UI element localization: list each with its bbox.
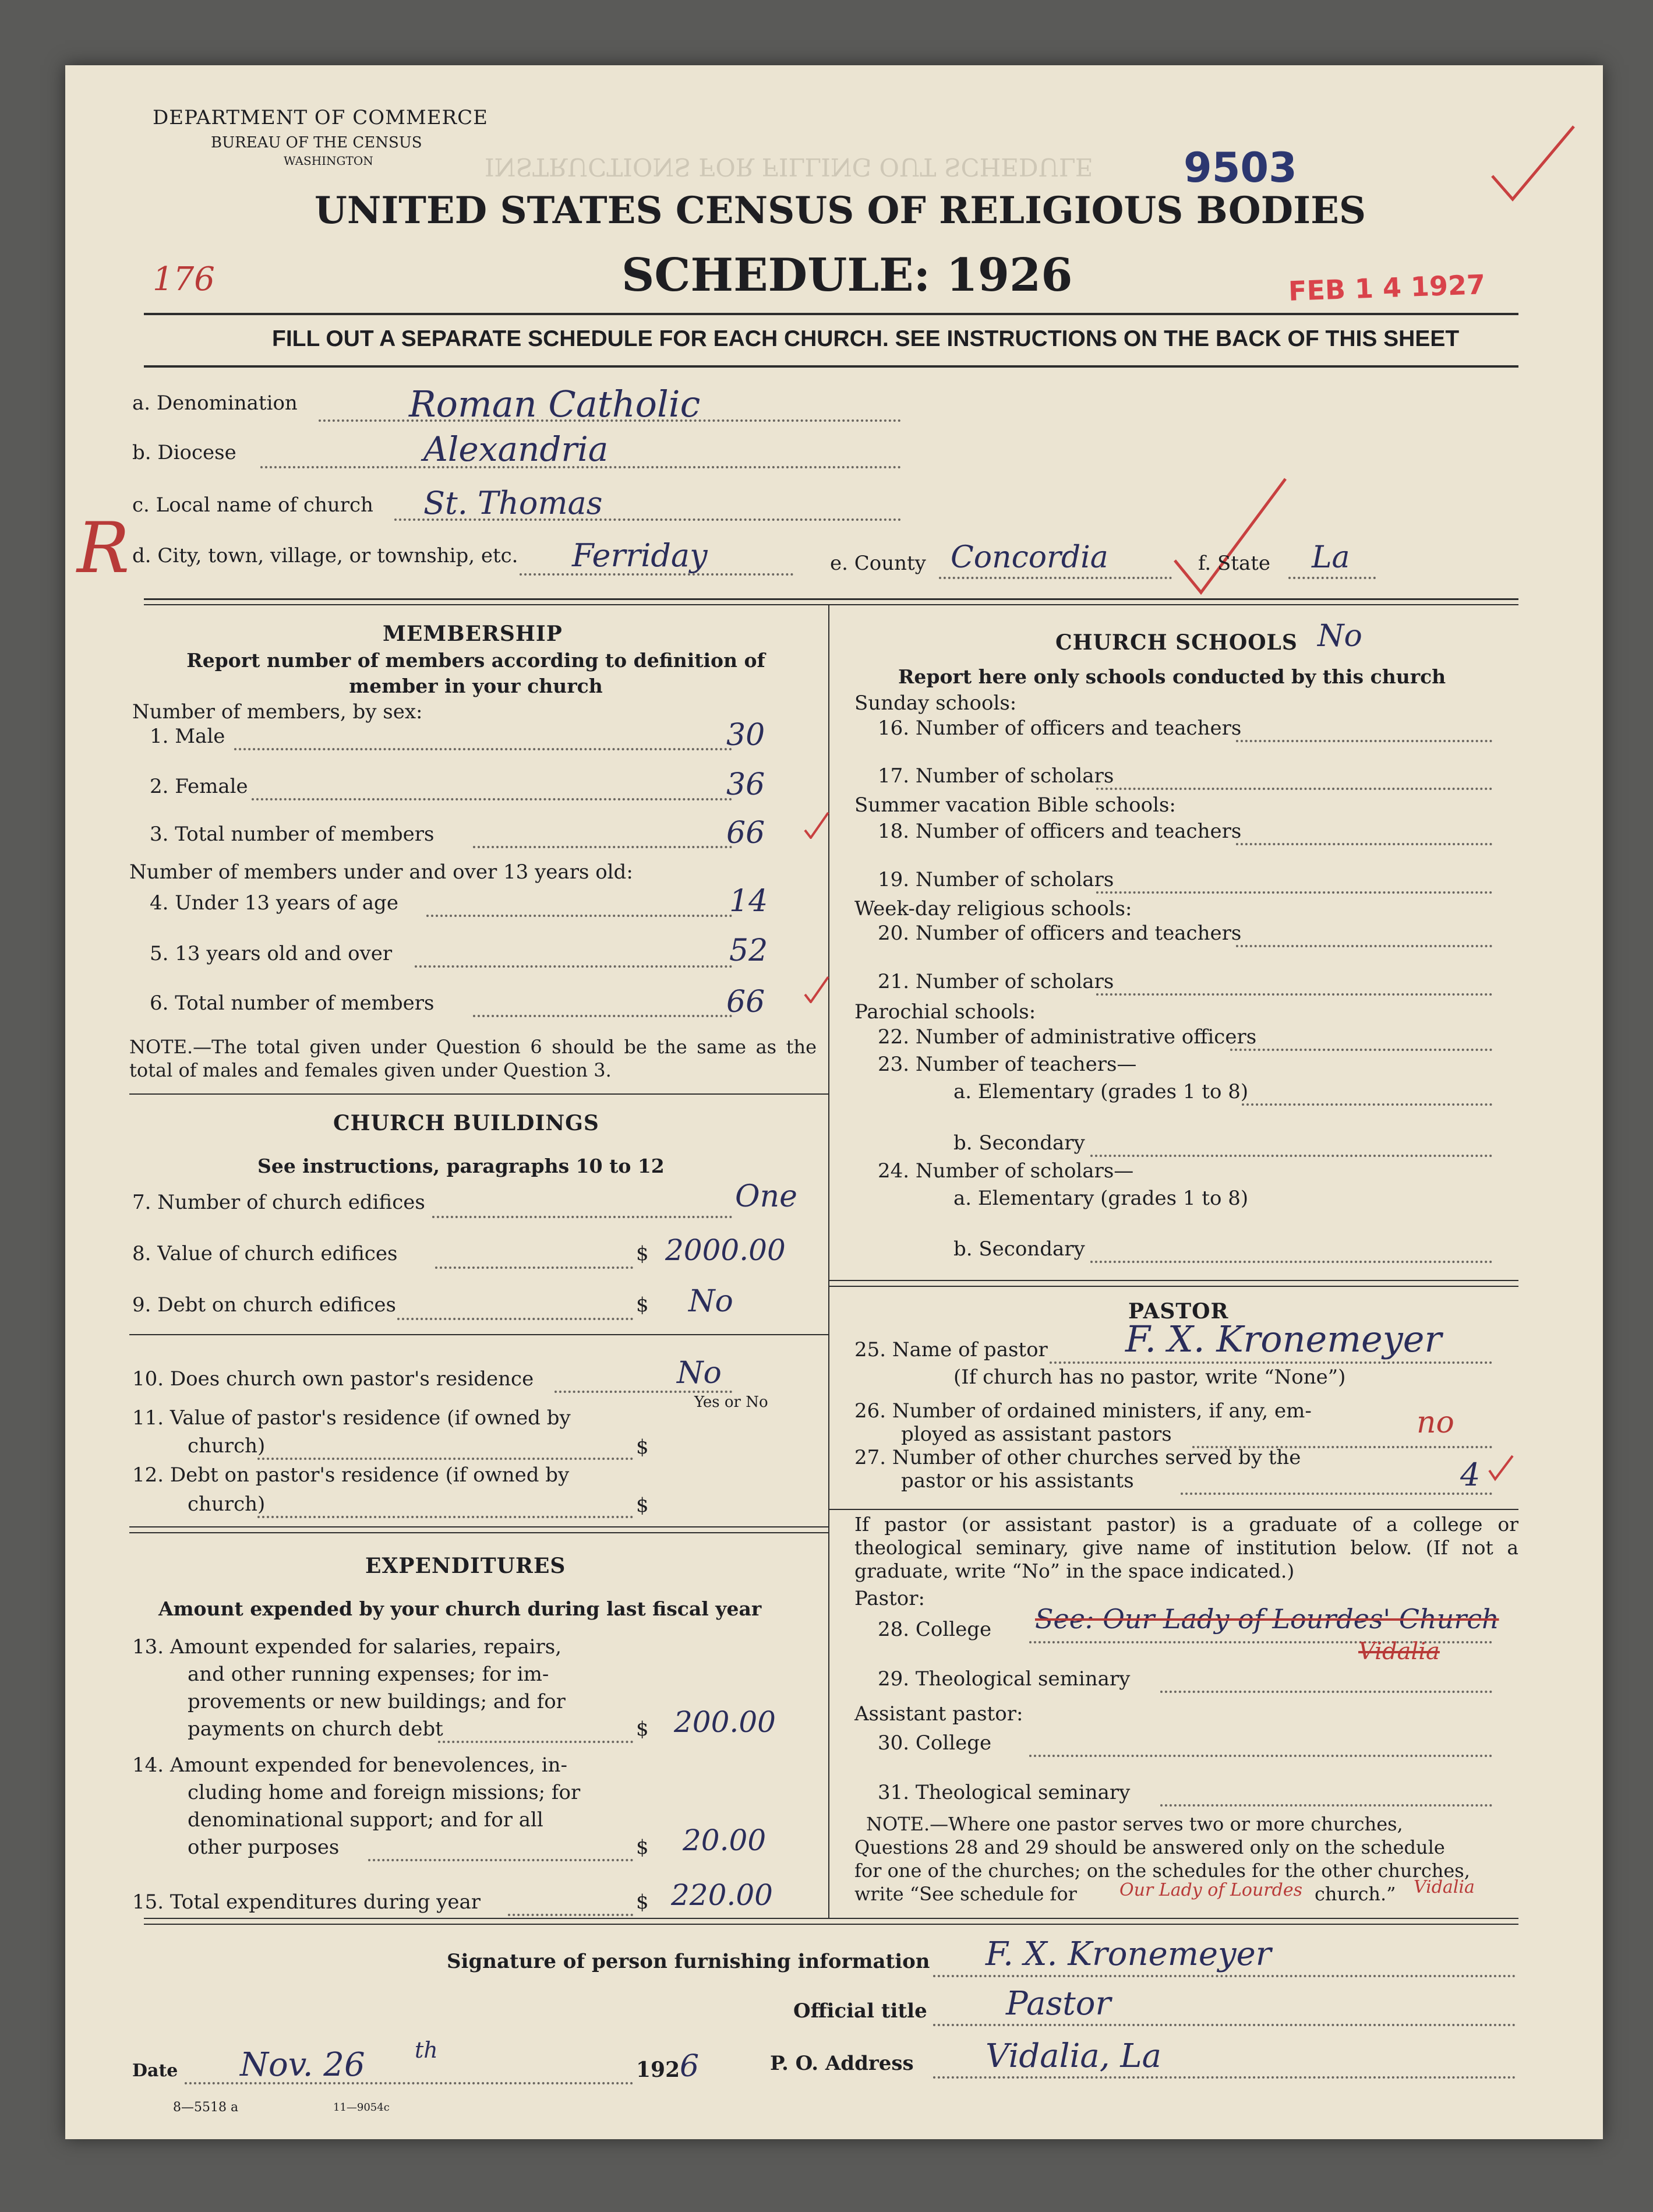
form-number: 8—5518 a [173,2100,239,2115]
stamp-number: 9503 [1184,144,1297,192]
schedule-year: SCHEDULE: 1926 [621,249,1073,302]
q31-label: 31. Theological seminary [878,1781,1131,1804]
local-name-label: c. Local name of church [132,493,373,517]
margin-mark-r: R [77,508,130,589]
local-name-value: St. Thomas [423,485,603,521]
q23-label: 23. Number of teachers— [878,1053,1137,1076]
q25-line [1050,1361,1492,1364]
denomination-label: a. Denomination [132,391,298,415]
q4-value: 14 [729,884,768,919]
q25-note: (If church has no pastor, write “None”) [953,1366,1346,1389]
q16-line [1236,740,1492,742]
q15-label: 15. Total expenditures during year [132,1890,481,1914]
membership-note: NOTE.—The total given under Question 6 should be the same as the total of males and females given under Question 3. [129,1036,817,1081]
signature-value: F. X. Kronemeyer [986,1935,1271,1973]
q18-label: 18. Number of officers and teachers [878,820,1242,843]
q14-line-1: 14. Amount expended for benevolences, in- [132,1754,568,1777]
q14-line-3: denominational support; and for all [188,1808,543,1832]
bureau-of-census: BUREAU OF THE CENSUS [211,134,422,151]
print-number: 11—9054c [333,2101,390,2114]
q6-line [473,1015,732,1017]
pastor-note-hand-2: Vidalia [1414,1877,1475,1897]
summer-label: Summer vacation Bible schools: [854,793,1176,817]
q12-dollar: $ [636,1494,649,1517]
date-suffix: th [415,2037,438,2063]
weekday-label: Week-day religious schools: [854,897,1132,920]
yes-no-caption: Yes or No [694,1393,768,1411]
q23a-label: a. Elementary (grades 1 to 8) [953,1080,1249,1103]
membership-intro: Report number of members according to definition of member in your church [186,649,765,697]
header-rule-bottom [144,365,1518,368]
instructions-line: FILL OUT A SEPARATE SCHEDULE FOR EACH CHURCH. SEE INSTRUCTIONS ON THE BACK OF THIS SHEET [272,326,1460,351]
q7-label: 7. Number of church edifices [132,1191,425,1214]
q19-line [1096,891,1492,894]
pastor-note-c: for one of the churches; on the schedules for the other churches, [854,1860,1470,1882]
q11-label-a: 11. Value of pastor's residence (if owned by [132,1406,571,1430]
city-label: d. City, town, village, or township, etc. [132,544,518,567]
official-title-value: Pastor [1006,1985,1111,2023]
check-mark-icon [1486,121,1580,204]
q2-value: 36 [726,767,765,802]
po-address-line [933,2076,1516,2079]
q2-line [252,798,732,800]
graduate-note: If pastor (or assistant pastor) is a graduate of a college or theological seminary, give name of institution below. (If not a graduate, write “No” in the space indicated.) [854,1513,1518,1582]
column-divider [828,604,829,1918]
date-value: Nov. 26 [240,2046,365,2084]
q15-dollar: $ [636,1890,649,1914]
q12-label-a: 12. Debt on pastor's residence (if owned by [132,1463,570,1487]
pastor-heading: PASTOR [1128,1299,1229,1324]
q3-value: 66 [726,816,765,851]
q28-label: 28. College [878,1618,992,1641]
q30-label: 30. College [878,1731,992,1755]
po-address-value: Vidalia, La [986,2037,1161,2075]
pastor-note-d: write “See schedule for [854,1883,1077,1905]
diocese-label: b. Diocese [132,441,236,464]
q7-line [432,1216,732,1218]
q6-label: 6. Total number of members [150,992,435,1015]
buildings-sub: See instructions, paragraphs 10 to 12 [257,1155,665,1177]
po-address-label: P. O. Address [770,2052,914,2075]
q24b-label: b. Secondary [953,1237,1085,1261]
q8-value: 2000.00 [665,1233,786,1267]
official-title-label: Official title [793,1999,927,2023]
q23b-line [1090,1155,1492,1157]
q21-line [1096,993,1492,996]
q17-label: 17. Number of scholars [878,764,1114,788]
q26-label-a: 26. Number of ordained ministers, if any, em- [854,1399,1312,1423]
page-title: UNITED STATES CENSUS OF RELIGIOUS BODIES [315,189,1366,232]
check-mark-icon [802,974,831,1006]
q1-value: 30 [726,718,765,753]
q5-value: 52 [729,933,768,968]
q14-line-4: other purposes [188,1836,340,1859]
pastor-note-a: NOTE.—Where one pastor serves two or more churches, [866,1813,1403,1835]
q9-label: 9. Debt on church edifices [132,1293,396,1317]
state-label: f. State [1198,552,1270,575]
schools-sub: Report here only schools conducted by this church [898,665,1446,688]
section-rule [144,598,1518,600]
q2-label: 2. Female [150,775,248,798]
q10-value: No [677,1356,722,1391]
signature-label: Signature of person furnishing information [447,1950,930,1973]
by-sex-label: Number of members, by sex: [132,700,423,724]
washington: WASHINGTON [284,154,373,168]
q29-line [1160,1691,1492,1693]
q5-line [415,965,732,968]
check-mark-icon [1486,1453,1516,1484]
q4-label: 4. Under 13 years of age [150,891,398,915]
q30-line [1029,1755,1492,1757]
q1-label: 1. Male [150,725,225,748]
pastor-note-b: Questions 28 and 29 should be answered only on the schedule [854,1836,1445,1858]
county-line [939,577,1172,579]
check-mark-icon [802,810,831,841]
q7-value: One [735,1179,797,1214]
q12-line [257,1516,633,1518]
section-rule [144,604,1518,605]
q13-value: 200.00 [674,1705,776,1739]
q10-line [554,1391,732,1393]
q21-label: 21. Number of scholars [878,970,1114,993]
section-rule [144,1924,1518,1925]
q18-line [1236,843,1492,845]
q20-line [1236,945,1492,947]
pastor-note-hand: Our Lady of Lourdes [1119,1880,1302,1900]
q11-label-b: church) [188,1434,266,1458]
schools-heading: CHURCH SCHOOLS [1055,630,1298,655]
q8-dollar: $ [636,1242,649,1265]
q17-line [1096,788,1492,790]
q24-label: 24. Number of scholars— [878,1159,1134,1183]
section-rule [129,1532,828,1533]
q12-label-b: church) [188,1493,266,1516]
q26-label-b: ployed as assistant pastors [901,1423,1172,1446]
q11-dollar: $ [636,1435,649,1459]
q6-value: 66 [726,985,765,1019]
q22-line [1230,1049,1492,1051]
expenditures-heading: EXPENDITURES [365,1554,566,1578]
q20-label: 20. Number of officers and teachers [878,922,1242,945]
expenditures-sub: Amount expended by your church during last fiscal year [158,1597,762,1620]
q22-label: 22. Number of administrative officers [878,1025,1257,1049]
q24a-label: a. Elementary (grades 1 to 8) [953,1187,1249,1210]
q3-line [473,846,732,848]
q26-value: no [1417,1405,1454,1440]
q23a-line [1242,1103,1492,1106]
year-hand: 6 [680,2049,700,2084]
reverse-bleed-heading: INSTRUCTIONS FOR FILLING OUT SCHEDULE [485,153,1093,181]
q3-label: 3. Total number of members [150,823,435,846]
section-rule [129,1526,828,1527]
q13-line-1: 13. Amount expended for salaries, repairs, [132,1635,562,1659]
dept-of-commerce: DEPARTMENT OF COMMERCE [153,106,488,129]
q9-line [397,1318,633,1320]
q13-line-3: provements or new buildings; and for [188,1690,566,1713]
q27-line [1181,1493,1492,1495]
q1-line [234,748,732,750]
q13-line-2: and other running expenses; for im- [188,1663,549,1686]
q29-label: 29. Theological seminary [878,1667,1131,1691]
q14-line [368,1859,633,1861]
q15-line [508,1914,633,1916]
hand-mark-176: 176 [153,260,215,298]
membership-heading: MEMBERSHIP [383,622,563,646]
q28-value: See: Our Lady of Lourdes' Church [1035,1603,1499,1635]
sunday-label: Sunday schools: [854,692,1017,715]
denomination-value: Roman Catholic [409,383,701,425]
diocese-value: Alexandria [423,429,609,469]
q9-dollar: $ [636,1293,649,1317]
parochial-label: Parochial schools: [854,1000,1036,1024]
q5-label: 5. 13 years old and over [150,942,393,965]
q27-label-a: 27. Number of other churches served by the [854,1446,1301,1469]
q16-label: 16. Number of officers and teachers [878,717,1242,740]
date-label: Date [132,2061,178,2081]
county-value: Concordia [951,540,1108,575]
assistant-subhead: Assistant pastor: [854,1702,1023,1726]
signature-line [933,1975,1516,1977]
q8-line [435,1266,633,1269]
q23b-label: b. Secondary [953,1131,1085,1155]
header-rule-top [144,313,1518,315]
q14-dollar: $ [636,1836,649,1859]
received-date-stamp: FEB 1 4 1927 [1288,269,1486,307]
age-label: Number of members under and over 13 years old: [129,860,633,884]
buildings-heading: CHURCH BUILDINGS [333,1111,599,1135]
section-rule [129,1334,828,1335]
section-rule [129,1093,828,1095]
schools-heading-value: No [1318,619,1362,654]
q4-line [426,915,732,917]
city-value: Ferriday [572,537,708,574]
state-line [1288,577,1376,579]
section-rule [828,1509,1518,1510]
section-rule [828,1286,1518,1287]
check-mark-icon [1172,473,1288,598]
q8-label: 8. Value of church edifices [132,1242,398,1265]
section-rule [828,1280,1518,1281]
q10-label: 10. Does church own pastor's residence [132,1367,534,1391]
q24b-line [1090,1261,1492,1263]
q19-label: 19. Number of scholars [878,868,1114,891]
pastor-note-church: church.” [1315,1883,1396,1905]
q9-value: No [688,1284,733,1319]
q27-value: 4 [1460,1456,1481,1493]
q27-label-b: pastor or his assistants [901,1469,1134,1493]
q11-line [257,1458,633,1460]
census-schedule-sheet [65,65,1603,2139]
q31-line [1160,1804,1492,1807]
q15-value: 220.00 [671,1878,773,1912]
q14-value: 20.00 [683,1823,767,1857]
section-rule [144,1918,1518,1919]
official-title-line [933,2024,1516,2026]
q25-value: F. X. Kronemeyer [1125,1318,1442,1360]
county-label: e. County [830,552,926,575]
pastor-subhead: Pastor: [854,1587,925,1610]
q13-dollar: $ [636,1717,649,1741]
q14-line-2: cluding home and foreign missions; for [188,1781,581,1804]
q13-line-4: payments on church debt [188,1717,443,1741]
q13-line [438,1741,633,1743]
year-printed: 192 [636,2058,680,2082]
q25-label: 25. Name of pastor [854,1338,1048,1361]
q28-value-2: Vidalia [1358,1638,1440,1665]
state-value: La [1312,540,1350,575]
